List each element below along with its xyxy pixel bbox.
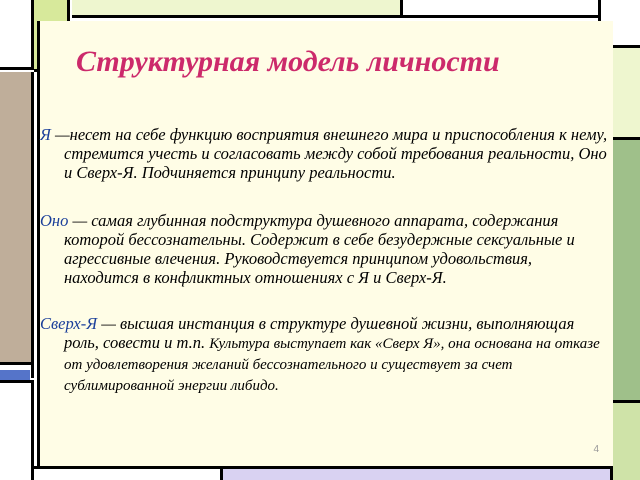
decor-block: [0, 380, 34, 480]
term-superego: Сверх-Я: [40, 314, 98, 333]
page-number: 4: [593, 444, 599, 455]
decor-block: [72, 0, 400, 18]
slide-content: [37, 21, 613, 466]
paragraph-superego: [40, 314, 610, 396]
decor-block: [610, 400, 640, 480]
term-id: Оно: [40, 211, 69, 230]
decor-block: [0, 72, 34, 362]
term-ego: Я: [40, 125, 51, 144]
definition-superego: — высшая инстанция в структуре душевной жизни, выполняющая роль, совести и т.п.: [64, 314, 575, 352]
slide-title: Структурная модель личности: [76, 45, 500, 78]
decor-block: [220, 466, 610, 480]
definition-superego-culture: Культура выступает как «Сверх Я», она основана на отказе от удовлетворения желаний бессознательного и существует за счет сублимированной энергии либидо.: [64, 336, 600, 394]
paragraph-ego: [40, 125, 610, 182]
paragraph-id: [40, 211, 610, 287]
definition-ego: —несет на себе функцию восприятия внешнего мира и приспособления к нему, стремится учесть и согласовать между собой требования реальности, Оно и Сверх-Я. Подчиняется принципу реальности.: [50, 125, 608, 182]
decor-block: [0, 0, 34, 70]
decor-block: [610, 140, 640, 400]
definition-id: — самая глубинная подструктура душевного аппарата, содержания которой бессознательны. Содержит в себе безудержные сексуальные и агрессивные влечения. Руководствуется принципом удовольствия, находится в конфликтных отношениях с Я и Сверх-Я.: [64, 211, 575, 287]
decor-block: [0, 370, 30, 380]
decor-block: [34, 466, 220, 480]
